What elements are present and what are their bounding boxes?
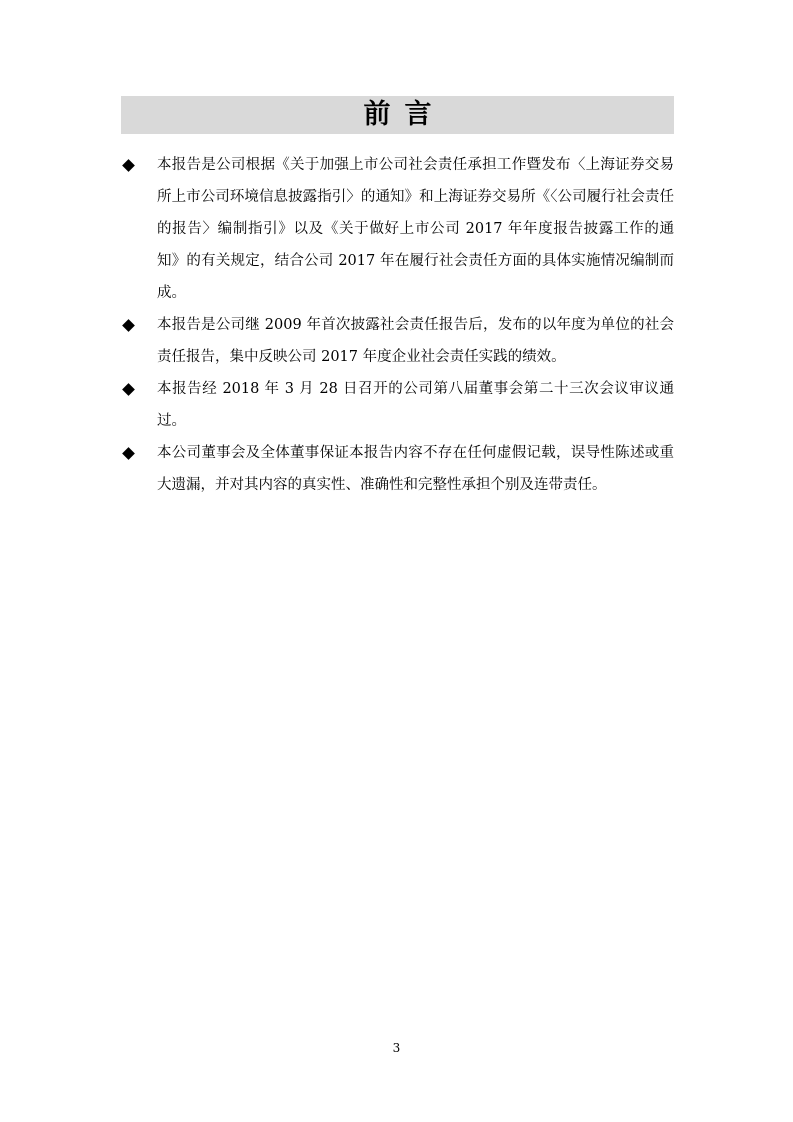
preface-title-bar xyxy=(121,96,674,134)
list-item-text: 本报告是公司根据《关于加强上市公司社会责任承担工作暨发布〈上海证券交易所上市公司环境信息披露指引〉的通知》和上海证券交易所《〈公司履行社会责任的报告〉编制指引》以及《关于做好上市公司 2017 年年度报告披露工作的通知》的有关规定，结合公司 2017 年在履行社会责任方面的具体实施情况编制而成。 xyxy=(157,157,674,301)
list-item xyxy=(121,149,674,309)
preface-list xyxy=(121,149,674,501)
list-item xyxy=(121,309,674,373)
list-item-text: 本公司董事会及全体董事保证本报告内容不存在任何虚假记载，误导性陈述或重大遗漏，并对其内容的真实性、准确性和完整性承担个别及连带责任。 xyxy=(157,445,674,493)
page-number: 3 xyxy=(392,1041,401,1055)
diamond-bullet-icon xyxy=(121,149,135,181)
page-title: 前言 xyxy=(363,99,446,130)
list-item-text: 本报告经 2018 年 3 月 28 日召开的公司第八届董事会第二十三次会议审议通过。 xyxy=(157,381,674,429)
diamond-bullet-icon xyxy=(121,373,135,405)
list-item xyxy=(121,437,674,501)
diamond-bullet-icon xyxy=(121,309,135,341)
diamond-bullet-icon xyxy=(121,437,135,469)
list-item-text: 本报告是公司继 2009 年首次披露社会责任报告后，发布的以年度为单位的社会责任报告，集中反映公司 2017 年度企业社会责任实践的绩效。 xyxy=(157,317,674,365)
list-item xyxy=(121,373,674,437)
